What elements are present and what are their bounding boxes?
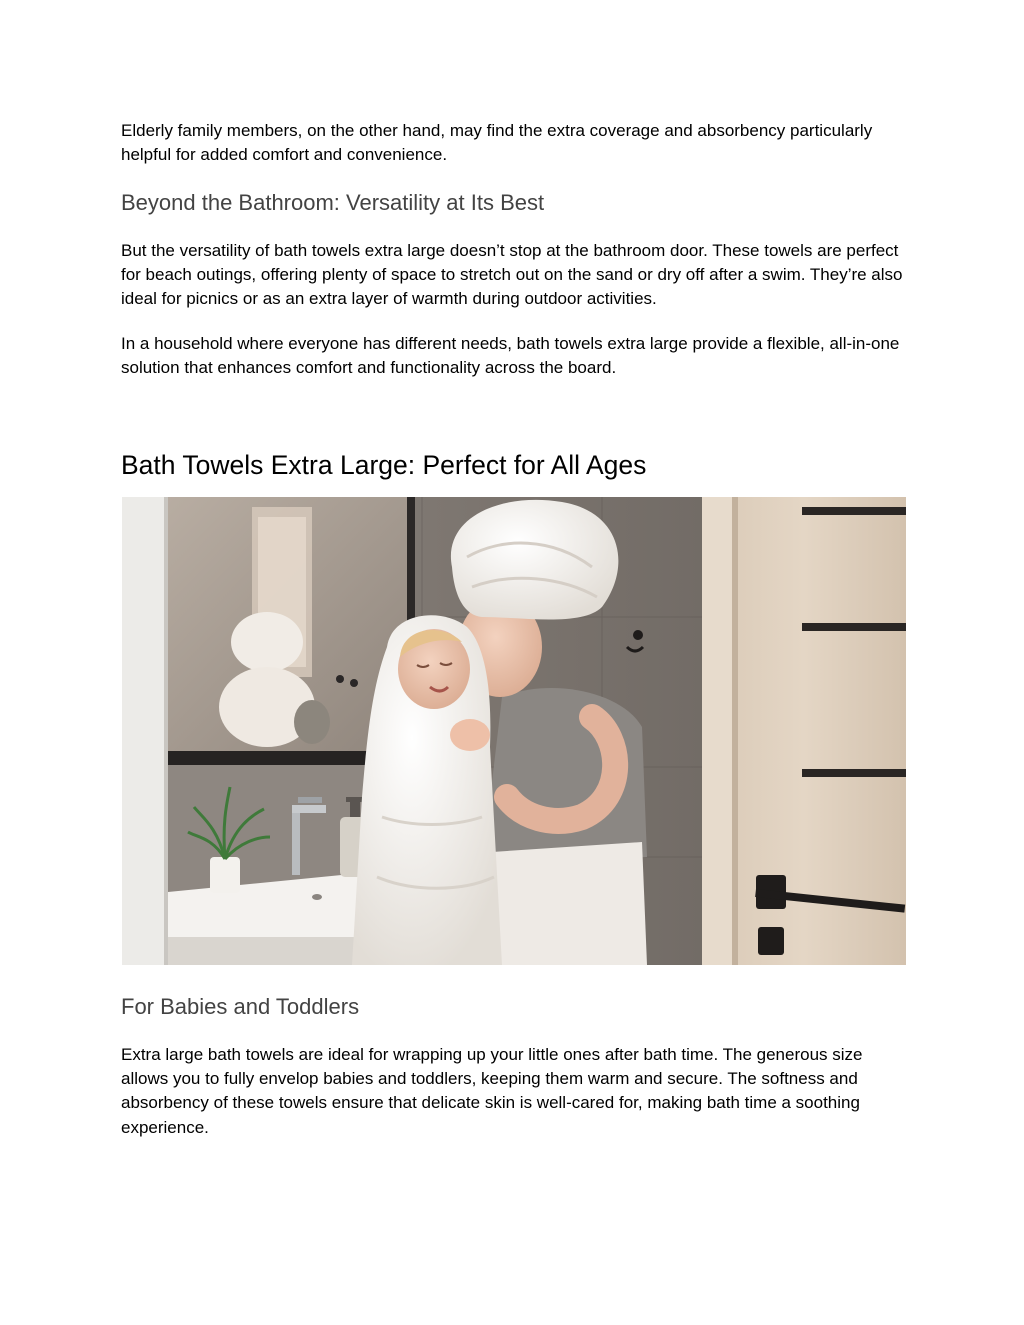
heading-beyond-bathroom: Beyond the Bathroom: Versatility at Its Best	[121, 190, 545, 215]
bathroom-photo	[122, 497, 906, 965]
heading-perfect-for-all-ages: Bath Towels Extra Large: Perfect for All Ages	[121, 450, 647, 480]
paragraph-elderly: Elderly family members, on the other hand, may find the extra coverage and absorbency particularly helpful for added comfort and convenience.	[121, 121, 873, 165]
paragraph-household: In a household where everyone has different needs, bath towels extra large provide a flexible, all-in-one solution that enhances comfort and functionality across the board.	[121, 334, 900, 378]
heading-babies-toddlers: For Babies and Toddlers	[121, 994, 360, 1019]
paragraph-babies: Extra large bath towels are ideal for wrapping up your little ones after bath time. The generous size allows you to fully envelop babies and toddlers, keeping them warm and secure. The softness and absorbency of these towels ensure that delicate skin is well-cared for, making bath time a soothing experience.	[121, 1045, 863, 1137]
paragraph-versatility: But the versatility of bath towels extra large doesn’t stop at the bathroom door. These towels are perfect for beach outings, offering plenty of space to stretch out on the sand or dry off after a swim. They’re also ideal for picnics or as an extra layer of warmth during outdoor activities.	[121, 241, 903, 309]
